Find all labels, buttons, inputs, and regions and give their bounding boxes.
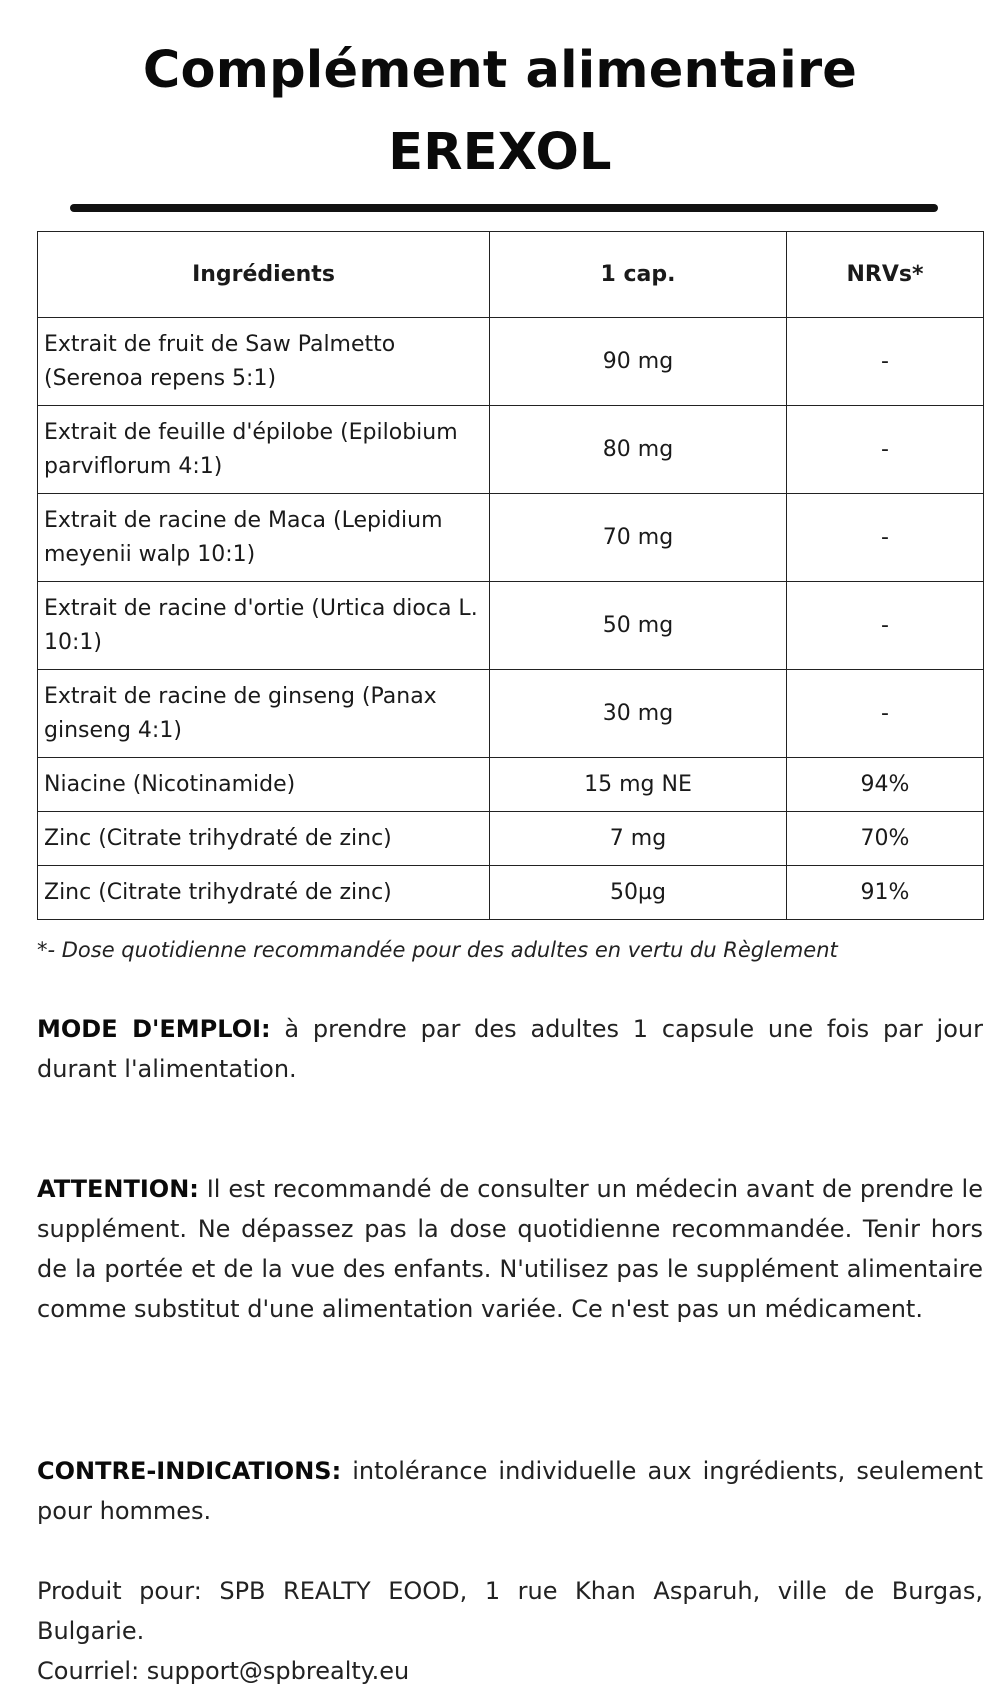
ingredient-name: Extrait de fruit de Saw Palmetto (Serenoa repens 5:1) xyxy=(38,318,490,406)
column-header-nrv: NRVs* xyxy=(787,232,984,318)
table-row xyxy=(38,406,984,494)
warning-text: Il est recommandé de consulter un médecin avant de prendre le supplément. Ne dépassez pas la dose quotidienne recommandée. Tenir hors de la portée et de la vue des enfants. N'utilisez pas le supplément alimentaire comme substitut d'une alimentation variée. Ce n'est pas un médicament. xyxy=(37,1175,983,1323)
ingredient-name: Niacine (Nicotinamide) xyxy=(38,758,490,812)
table-row xyxy=(38,494,984,582)
title-line-1: Complément alimentaire xyxy=(142,41,858,100)
contraindications-section xyxy=(37,1451,983,1531)
table-row xyxy=(38,758,984,812)
ingredient-nrv: - xyxy=(787,318,984,406)
title-line-2: EREXOL xyxy=(388,123,612,182)
ingredient-nrv: 70% xyxy=(787,812,984,866)
ingredient-nrv: - xyxy=(787,406,984,494)
table-header-row xyxy=(38,232,984,318)
column-header-dose: 1 cap. xyxy=(490,232,787,318)
usage-section xyxy=(37,1009,983,1089)
ingredient-nrv: - xyxy=(787,670,984,758)
page-title xyxy=(0,30,1000,194)
ingredient-nrv: - xyxy=(787,494,984,582)
warning-label: ATTENTION: xyxy=(37,1175,199,1203)
ingredient-name: Zinc (Citrate trihydraté de zinc) xyxy=(38,866,490,920)
ingredient-dose: 50 mg xyxy=(490,582,787,670)
table-row xyxy=(38,670,984,758)
ingredient-name: Extrait de racine d'ortie (Urtica dioca L. 10:1) xyxy=(38,582,490,670)
ingredient-nrv: 94% xyxy=(787,758,984,812)
table-row xyxy=(38,582,984,670)
contraindications-text: intolérance individuelle aux ingrédients, seulement pour hommes. xyxy=(37,1457,983,1525)
usage-text: à prendre par des adultes 1 capsule une fois par jour durant l'alimentation. xyxy=(37,1015,983,1083)
ingredient-dose: 80 mg xyxy=(490,406,787,494)
ingredient-nrv: - xyxy=(787,582,984,670)
ingredient-dose: 70 mg xyxy=(490,494,787,582)
table-row xyxy=(38,812,984,866)
ingredient-nrv: 91% xyxy=(787,866,984,920)
ingredient-name: Extrait de racine de ginseng (Panax ginseng 4:1) xyxy=(38,670,490,758)
producer-address: Produit pour: SPB REALTY EOOD, 1 rue Khan Asparuh, ville de Burgas, Bulgarie. xyxy=(37,1577,983,1645)
ingredients-table xyxy=(37,231,984,920)
ingredient-name: Extrait de racine de Maca (Lepidium meyenii walp 10:1) xyxy=(38,494,490,582)
usage-label: MODE D'EMPLOI: xyxy=(37,1015,271,1043)
warning-section xyxy=(37,1169,983,1329)
contraindications-label: CONTRE-INDICATIONS: xyxy=(37,1457,342,1485)
ingredient-dose: 15 mg NE xyxy=(490,758,787,812)
producer-email: Courriel: support@spbrealty.eu xyxy=(37,1657,410,1685)
ingredient-dose: 30 mg xyxy=(490,670,787,758)
column-header-ingredients: Ingrédients xyxy=(38,232,490,318)
table-row xyxy=(38,318,984,406)
ingredient-dose: 90 mg xyxy=(490,318,787,406)
table-row xyxy=(38,866,984,920)
title-divider xyxy=(70,204,938,212)
ingredient-name: Extrait de feuille d'épilobe (Epilobium parviflorum 4:1) xyxy=(38,406,490,494)
ingredient-dose: 7 mg xyxy=(490,812,787,866)
nrv-footnote: *- Dose quotidienne recommandée pour des adultes en vertu du Règlement xyxy=(37,938,838,962)
ingredient-dose: 50µg xyxy=(490,866,787,920)
producer-section xyxy=(37,1571,983,1691)
ingredient-name: Zinc (Citrate trihydraté de zinc) xyxy=(38,812,490,866)
